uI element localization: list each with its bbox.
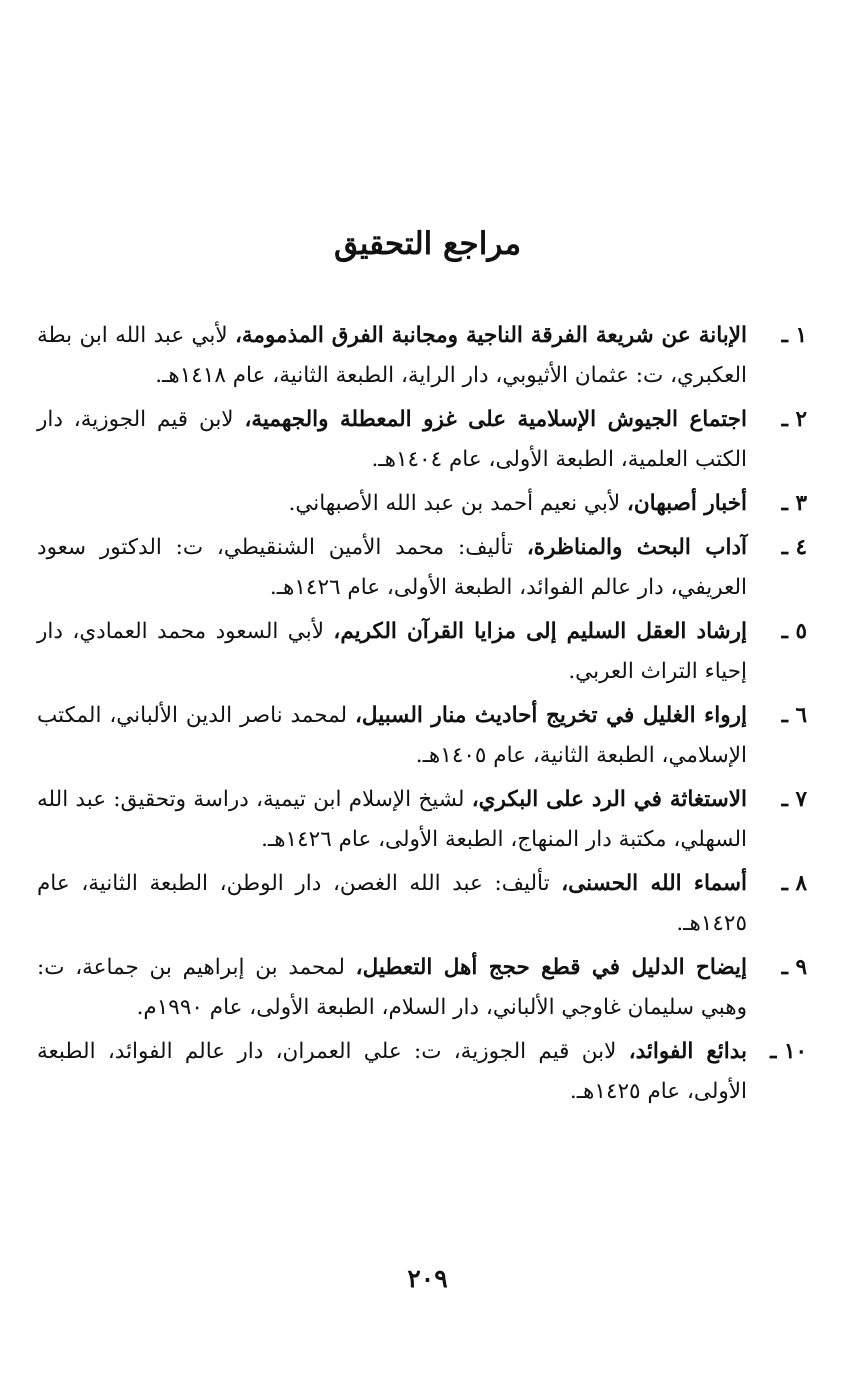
reference-details: لشيخ الإسلام ابن تيمية، دراسة وتحقيق: عبد الله السهلي، مكتبة دار المنهاج، الطبعة الأولى، عام ١٤٢٦هـ. <box>37 787 747 852</box>
reference-item <box>37 528 807 608</box>
reference-item <box>37 400 807 480</box>
reference-details: لأبي عبد الله ابن بطة العكبري، ت: عثمان الأثيوبي، دار الراية، الطبعة الثانية، عام ١٤١٨هـ. <box>37 323 747 388</box>
reference-details: تأليف: عبد الله الغصن، دار الوطن، الطبعة الثانية، عام ١٤٢٥هـ. <box>37 871 747 936</box>
reference-item <box>37 612 807 692</box>
reference-details: لابن قيم الجوزية، دار الكتب العلمية، الطبعة الأولى، عام ١٤٠٤هـ. <box>37 407 747 472</box>
reference-number: ٩ ـ <box>781 955 807 980</box>
reference-title: آداب البحث والمناظرة، <box>526 535 747 560</box>
page-number: ٢٠٩ <box>407 1264 448 1293</box>
reference-number: ١ ـ <box>781 323 807 348</box>
reference-number: ٨ ـ <box>781 871 807 896</box>
reference-number: ٤ ـ <box>781 535 807 560</box>
reference-item <box>37 484 807 524</box>
reference-details: لمحمد بن إبراهيم بن جماعة، ت: وهبي سليمان غاوجي الألباني، دار السلام، الطبعة الأولى، عام ١٩٩٠م. <box>37 955 747 1020</box>
reference-details: لابن قيم الجوزية، ت: علي العمران، دار عالم الفوائد، الطبعة الأولى، عام ١٤٢٥هـ. <box>37 1039 747 1104</box>
reference-number: ٦ ـ <box>781 703 807 728</box>
reference-details: لأبي نعيم أحمد بن عبد الله الأصبهاني. <box>288 491 627 516</box>
reference-number: ٢ ـ <box>781 407 807 432</box>
reference-details: تأليف: محمد الأمين الشنقيطي، ت: الدكتور سعود العريفي، دار عالم الفوائد، الطبعة الأولى، عام ١٤٢٦هـ. <box>37 535 747 600</box>
reference-title: إرشاد العقل السليم إلى مزايا القرآن الكريم، <box>333 619 747 644</box>
reference-title: إرواء الغليل في تخريج أحاديث منار السبيل، <box>354 703 748 728</box>
reference-title: بدائع الفوائد، <box>628 1039 747 1064</box>
reference-number: ٥ ـ <box>781 619 807 644</box>
reference-item <box>37 696 807 776</box>
reference-item <box>37 1032 807 1112</box>
reference-item <box>37 864 807 944</box>
reference-number: ٣ ـ <box>781 491 807 516</box>
reference-item <box>37 780 807 860</box>
reference-details: لأبي السعود محمد العمادي، دار إحياء التراث العربي. <box>37 619 747 684</box>
reference-number: ٧ ـ <box>781 787 807 812</box>
reference-title: الاستغاثة في الرد على البكري، <box>471 787 747 812</box>
reference-title: اجتماع الجيوش الإسلامية على غزو المعطلة والجهمية، <box>244 407 747 432</box>
page-title: مراجع التحقيق <box>333 226 522 262</box>
reference-title: أسماء الله الحسنى، <box>561 871 747 896</box>
reference-item <box>37 948 807 1028</box>
reference-title: أخبار أصبهان، <box>626 491 747 516</box>
references-list <box>37 316 807 1116</box>
reference-number: ١٠ ـ <box>770 1039 807 1064</box>
reference-title: إيضاح الدليل في قطع حجج أهل التعطيل، <box>355 955 747 980</box>
reference-title: الإبانة عن شريعة الفرقة الناجية ومجانبة الفرق المذمومة، <box>234 323 747 348</box>
reference-details: لمحمد ناصر الدين الألباني، المكتب الإسلامي، الطبعة الثانية، عام ١٤٠٥هـ. <box>37 703 747 768</box>
reference-item <box>37 316 807 396</box>
